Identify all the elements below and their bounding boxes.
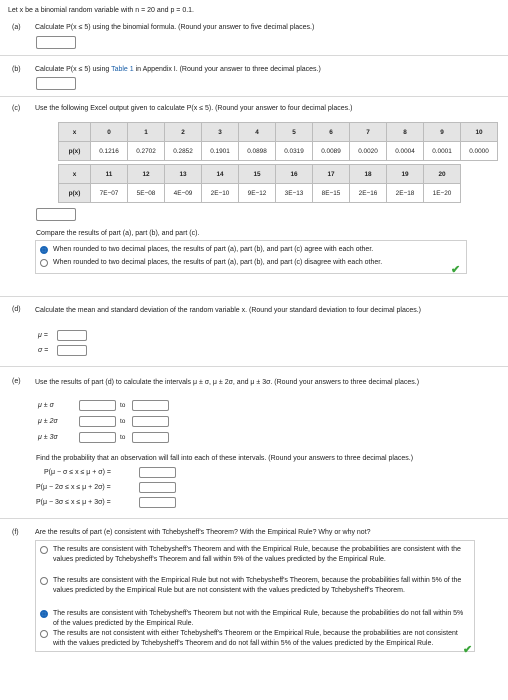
table-header-px: p(x) <box>59 142 91 161</box>
part-a-prompt: Calculate P(x ≤ 5) using the binomial formula. (Round your answer to five decimal places.) <box>35 24 315 31</box>
table-cell: 0.0004 <box>387 142 424 161</box>
table-cell: 0.0319 <box>276 142 313 161</box>
table-cell: 5 <box>276 123 313 142</box>
table-cell: 4 <box>239 123 276 142</box>
option-text: The results are consistent with Tchebysheff's Theorem but not with the Empirical Rule, because the probabilities do not fall within 5% of the values predicted by the Empirical Rule. <box>53 610 464 627</box>
problem-intro: Let x be a binomial random variable with n = 20 and p = 0.1. <box>8 7 195 14</box>
table-cell: 0 <box>91 123 128 142</box>
table-cell: 20 <box>424 165 461 184</box>
part-b-prompt <box>35 66 321 73</box>
interval-1-lower-input[interactable] <box>79 400 116 411</box>
table-cell: 0.2852 <box>165 142 202 161</box>
part-f-option-neither[interactable] <box>40 629 468 648</box>
option-text: The results are not consistent with either Tchebysheff's Theorem or the Empirical Rule, because the probabilities are not consistent with the values predicted by Tchebysheff's Theorem and do not fall within 5% of the values predicted by the Empirical Rule. <box>53 630 458 647</box>
prob-3sigma-input[interactable] <box>139 497 176 508</box>
table-cell: 0.0089 <box>313 142 350 161</box>
radio-icon[interactable] <box>40 259 48 267</box>
part-e-label: (e) <box>12 378 21 385</box>
prob-2sigma-input[interactable] <box>139 482 176 493</box>
table-cell: 2E−18 <box>387 184 424 203</box>
table-cell: 15 <box>239 165 276 184</box>
table-cell: 8E−15 <box>313 184 350 203</box>
interval-label-2sigma: μ ± 2σ <box>38 418 58 425</box>
table-cell: 6 <box>313 123 350 142</box>
part-b-text-after: in Appendix I. (Round your answer to three decimal places.) <box>133 66 321 73</box>
table-cell: 9E−12 <box>239 184 276 203</box>
part-c-compare-prompt: Compare the results of part (a), part (b), and part (c). <box>36 230 200 237</box>
part-f-prompt: Are the results of part (e) consistent with Tchebysheff's Theorem? With the Empirical Rule? Why or why not? <box>35 529 371 536</box>
table-cell: 1 <box>128 123 165 142</box>
table-cell: 0.1901 <box>202 142 239 161</box>
radio-icon[interactable] <box>40 577 48 585</box>
table-header-x: x <box>59 165 91 184</box>
table-cell: 16 <box>276 165 313 184</box>
to-label: to <box>120 418 126 425</box>
divider <box>0 96 508 97</box>
table-cell: 9 <box>424 123 461 142</box>
table-cell: 2E−16 <box>350 184 387 203</box>
option-text: When rounded to two decimal places, the results of part (a), part (b), and part (c) disagree with each other. <box>53 259 383 266</box>
interval-1-upper-input[interactable] <box>132 400 169 411</box>
interval-2-lower-input[interactable] <box>79 416 116 427</box>
part-c-option-agree[interactable] <box>40 245 468 255</box>
divider <box>0 366 508 367</box>
table-cell: 7 <box>350 123 387 142</box>
table-cell: 3 <box>202 123 239 142</box>
part-b-text-before: Calculate P(x ≤ 5) using <box>35 66 112 73</box>
excel-output-table-2 <box>58 164 461 203</box>
mu-input[interactable] <box>57 330 87 341</box>
part-a-label: (a) <box>12 24 21 31</box>
sigma-input[interactable] <box>57 345 87 356</box>
part-f-option-empirical-only[interactable] <box>40 576 468 595</box>
checkmark-icon: ✔ <box>463 644 473 656</box>
table-cell: 14 <box>202 165 239 184</box>
table-cell: 18 <box>350 165 387 184</box>
interval-3-upper-input[interactable] <box>132 432 169 443</box>
part-c-option-disagree[interactable] <box>40 258 468 268</box>
part-f-option-tchebysheff-only[interactable] <box>40 609 468 628</box>
table-cell: 0.0020 <box>350 142 387 161</box>
radio-icon[interactable] <box>40 546 48 554</box>
part-b-answer-input[interactable] <box>36 77 76 90</box>
table-1-link[interactable]: Table 1 <box>111 66 134 73</box>
table-cell: 12 <box>128 165 165 184</box>
radio-icon[interactable] <box>40 630 48 638</box>
option-text: The results are consistent with the Empirical Rule but not with Tchebysheff's Theorem, because the probabilities fall within 5% of the values predicted by the Empirical Rule but are not consistent with the values predicted by Tchebysheff's Theorem. <box>53 577 462 594</box>
prob-1sigma-input[interactable] <box>139 467 176 478</box>
table-cell: 2 <box>165 123 202 142</box>
table-cell: 0.0001 <box>424 142 461 161</box>
table-cell: 13 <box>165 165 202 184</box>
table-cell: 8 <box>387 123 424 142</box>
radio-selected-icon[interactable] <box>40 610 48 618</box>
part-c-label: (c) <box>12 105 21 112</box>
to-label: to <box>120 434 126 441</box>
radio-selected-icon[interactable] <box>40 246 48 254</box>
part-e-prompt: Use the results of part (d) to calculate the intervals μ ± σ, μ ± 2σ, and μ ± 3σ. (Round your answers to three decimal places.) <box>35 379 420 386</box>
probability-prompt: Find the probability that an observation will fall into each of these intervals. (Round your answers to three decimal places.) <box>36 455 414 462</box>
part-b-label: (b) <box>12 66 21 73</box>
interval-label-1sigma: μ ± σ <box>38 402 54 409</box>
sigma-label: σ = <box>38 347 49 354</box>
interval-3-lower-input[interactable] <box>79 432 116 443</box>
divider <box>0 518 508 519</box>
option-text: When rounded to two decimal places, the results of part (a), part (b), and part (c) agree with each other. <box>53 246 374 253</box>
prob-1sigma-label: P(μ − σ ≤ x ≤ μ + σ) = <box>44 469 111 476</box>
mu-label: μ = <box>38 332 48 339</box>
table-cell: 10 <box>461 123 498 142</box>
interval-label-3sigma: μ ± 3σ <box>38 434 58 441</box>
table-cell: 0.0898 <box>239 142 276 161</box>
part-c-answer-input[interactable] <box>36 208 76 221</box>
part-c-prompt: Use the following Excel output given to calculate P(x ≤ 5). (Round your answer to four decimal places.) <box>35 105 353 112</box>
excel-output-table-1 <box>58 122 498 161</box>
prob-3sigma-label: P(μ − 3σ ≤ x ≤ μ + 3σ) = <box>36 499 111 506</box>
part-f-label: (f) <box>12 529 19 536</box>
table-cell: 11 <box>91 165 128 184</box>
table-cell: 5E−08 <box>128 184 165 203</box>
table-cell: 19 <box>387 165 424 184</box>
interval-2-upper-input[interactable] <box>132 416 169 427</box>
checkmark-icon: ✔ <box>451 264 461 276</box>
table-cell: 0.0000 <box>461 142 498 161</box>
divider <box>0 296 508 297</box>
option-text: The results are consistent with Tchebysheff's Theorem and with the Empirical Rule, because the probabilities are consistent with the values predicted by Tchebysheff's Theorem and fall within 5% of the values predicted by the Empirical Rule. <box>53 546 461 563</box>
part-d-label: (d) <box>12 306 21 313</box>
to-label: to <box>120 402 126 409</box>
table-cell: 4E−09 <box>165 184 202 203</box>
part-f-option-both[interactable] <box>40 545 468 564</box>
table-header-px: p(x) <box>59 184 91 203</box>
table-cell: 1E−20 <box>424 184 461 203</box>
table-cell: 0.2702 <box>128 142 165 161</box>
prob-2sigma-label: P(μ − 2σ ≤ x ≤ μ + 2σ) = <box>36 484 111 491</box>
table-cell: 2E−10 <box>202 184 239 203</box>
table-cell: 7E−07 <box>91 184 128 203</box>
divider <box>0 55 508 56</box>
table-header-x: x <box>59 123 91 142</box>
table-cell: 3E−13 <box>276 184 313 203</box>
table-cell: 0.1216 <box>91 142 128 161</box>
part-d-prompt: Calculate the mean and standard deviation of the random variable x. (Round your standard deviation to four decimal places.) <box>35 307 422 314</box>
part-a-answer-input[interactable] <box>36 36 76 49</box>
table-cell: 17 <box>313 165 350 184</box>
